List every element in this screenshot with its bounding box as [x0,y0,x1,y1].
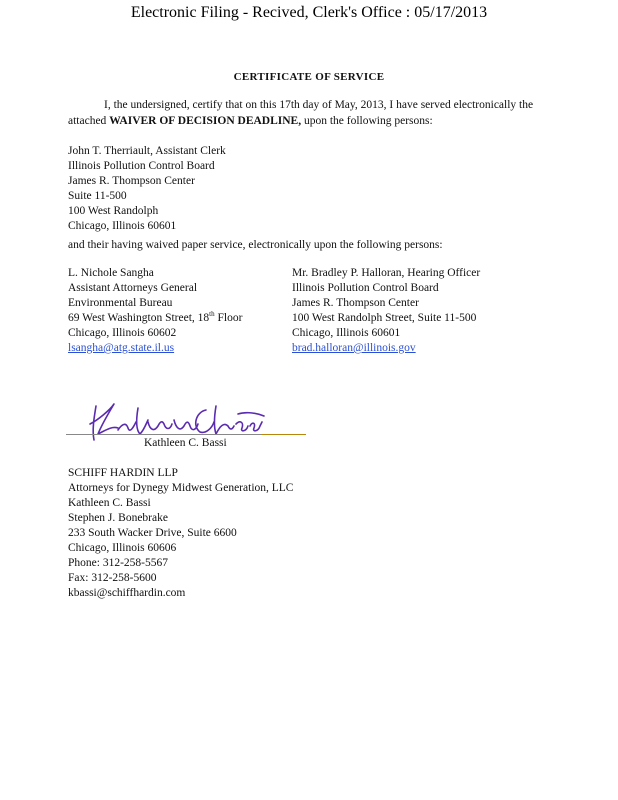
signer-printed-name: Kathleen C. Bassi [144,437,227,449]
recipient-left-block [68,266,242,356]
primary-recipient-block [68,144,226,234]
recipient-title: Assistant Attorneys General [68,282,198,294]
recipient-city: Chicago, Illinois 60601 [292,327,401,339]
certification-tail: upon the following persons: [301,114,433,127]
recipient-org: Illinois Pollution Control Board [292,282,439,294]
recipient-line: John T. Therriault, Assistant Clerk [68,145,226,157]
recipient-line: Suite 11-500 [68,190,127,202]
recipient-line: James R. Thompson Center [68,175,195,187]
firm-line: Kathleen C. Bassi [68,497,151,509]
recipient-email-link[interactable]: lsangha@atg.state.il.us [68,342,175,354]
document-name: WAIVER OF DECISION DEADLINE, [109,114,302,127]
firm-block [68,466,293,601]
recipient-line: Illinois Pollution Control Board [68,160,215,172]
firm-line: Attorneys for Dynegy Midwest Generation, LLC [68,482,294,494]
firm-line: Stephen J. Bonebrake [68,512,168,524]
signature-line-accent [262,434,306,435]
recipient-name: L. Nichole Sangha [68,267,154,279]
firm-email: kbassi@schiffhardin.com [68,587,186,599]
recipient-building: James R. Thompson Center [292,297,419,309]
recipient-line: Chicago, Illinois 60601 [68,220,177,232]
certification-paragraph [68,98,546,129]
recipient-email-link[interactable]: brad.halloran@illinois.gov [292,342,416,354]
firm-name: SCHIFF HARDIN LLP [68,467,178,479]
recipient-right-block [292,266,480,356]
recipient-line: 100 West Randolph [68,205,159,217]
recipient-name: Mr. Bradley P. Halloran, Hearing Officer [292,267,481,279]
firm-line: 233 South Wacker Drive, Suite 6600 [68,527,237,539]
waived-service-intro: and their having waived paper service, electronically upon the following persons: [68,239,443,251]
recipient-street: 100 West Randolph Street, Suite 11-500 [292,312,477,324]
document-title: CERTIFICATE OF SERVICE [233,71,385,83]
recipient-bureau: Environmental Bureau [68,297,173,309]
firm-line: Chicago, Illinois 60606 [68,542,177,554]
certification-lead: I, the undersigned, certify that on this 17th day of May, 2013, I have served electronically the attached [68,99,534,127]
filing-stamp: Electronic Filing - Recived, Clerk's Office : 05/17/2013 [130,4,488,21]
firm-phone: Phone: 312-258-5567 [68,557,168,569]
recipient-city: Chicago, Illinois 60602 [68,327,177,339]
firm-fax: Fax: 312-258-5600 [68,572,157,584]
recipient-street: 69 West Washington Street, 18th Floor [68,310,243,324]
